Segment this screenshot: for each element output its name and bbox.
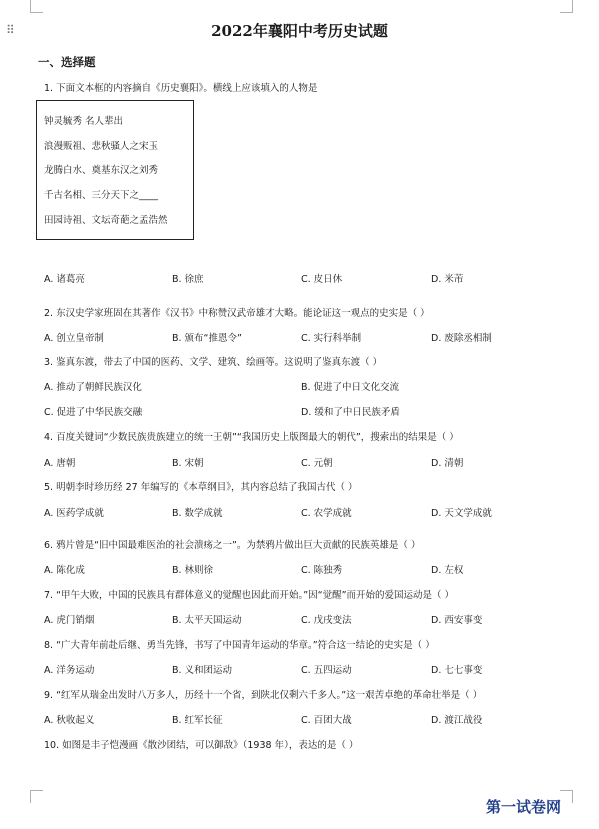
question-7-option-d: D. 西安事变 [431, 615, 483, 626]
text-box-line: 千古名相、三分天下之____ [44, 190, 159, 201]
question-2-text: 2. 东汉史学家班固在其著作《汉书》中称赞汉武帝雄才大略。能论证这一观点的史实是（ ） [44, 308, 430, 319]
question-6-option-c: C. 陈独秀 [301, 565, 343, 576]
question-1-option-b: B. 徐庶 [172, 274, 204, 285]
question-6-option-d: D. 左权 [431, 565, 464, 576]
question-1-option-d: D. 米芾 [431, 274, 464, 285]
question-9-text: 9. “红军从瑞金出发时八万多人，历经十一个省，到陕北仅剩六千多人。”这一艰苦卓绝的革命壮举是（ ） [44, 690, 483, 701]
question-4-text: 4. 百度关键词“少数民族贵族建立的统一王朝”“我国历史上版图最大的朝代”，搜索出的结果是（ ） [44, 432, 459, 443]
question-5-text: 5. 明朝李时珍历经 27 年编写的《本草纲目》，其内容总结了我国古代（ ） [44, 482, 358, 493]
question-7-option-a: A. 虎门销烟 [44, 615, 95, 626]
question-5-option-a: A. 医药学成就 [44, 508, 104, 519]
question-3-option-a: A. 推动了朝鲜民族汉化 [44, 382, 142, 393]
page-title: 2022年襄阳中考历史试题 [211, 22, 388, 40]
question-5-option-d: D. 天文学成就 [431, 508, 492, 519]
corner-mark-top-left [30, 0, 43, 13]
question-2-option-a: A. 创立皇帝制 [44, 333, 104, 344]
text-box-line: 龙腾白水、奠基东汉之刘秀 [44, 165, 159, 176]
question-5-option-c: C. 农学成就 [301, 508, 352, 519]
question-4-option-a: A. 唐朝 [44, 458, 76, 469]
question-9-option-d: D. 渡江战役 [431, 715, 483, 726]
text-box [36, 100, 194, 240]
question-8-option-c: C. 五四运动 [301, 665, 352, 676]
question-7-option-b: B. 太平天国运动 [172, 615, 242, 626]
question-6-option-a: A. 陈化成 [44, 565, 85, 576]
question-3-option-d: D. 缓和了中日民族矛盾 [301, 407, 400, 418]
question-3-option-b: B. 促进了中日文化交流 [301, 382, 400, 393]
question-2-option-b: B. 颁布“推恩令” [172, 333, 242, 344]
text-box-line: 浪漫贩祖、悲秋骚人之宋玉 [44, 141, 159, 152]
question-5-option-b: B. 数学成就 [172, 508, 223, 519]
question-2-option-c: C. 实行科举制 [301, 333, 362, 344]
question-4-option-b: B. 宋朝 [172, 458, 204, 469]
section-heading: 一、选择题 [38, 55, 96, 69]
corner-mark-top-right [560, 0, 573, 13]
question-10-text: 10. 如图是丰子恺漫画《散沙团结，可以御敌》（1938 年），表达的是（ ） [44, 740, 359, 751]
question-1-text: 1. 下面文本框的内容摘自《历史襄阳》。横线上应该填入的人物是 [44, 83, 318, 94]
question-8-option-a: A. 洋务运动 [44, 665, 95, 676]
corner-mark-bottom-left [30, 790, 43, 803]
question-9-option-a: A. 秋收起义 [44, 715, 95, 726]
corner-mark-bottom-right [560, 790, 573, 803]
question-6-option-b: B. 林则徐 [172, 565, 214, 576]
question-9-option-c: C. 百团大战 [301, 715, 352, 726]
watermark-brand: 第一试卷网 [486, 798, 562, 816]
drag-handle-icon[interactable]: ⠿ [6, 23, 14, 37]
question-8-text: 8. “广大青年前赴后继、勇当先锋，书写了中国青年运动的华章。”符合这一结论的史实是（ ） [44, 640, 435, 651]
text-box-line: 钟灵毓秀 名人辈出 [44, 116, 124, 127]
text-box-line: 田园诗祖、文坛奇葩之孟浩然 [44, 215, 168, 226]
question-9-option-b: B. 红军长征 [172, 715, 223, 726]
question-8-option-d: D. 七七事变 [431, 665, 483, 676]
question-7-text: 7. “甲午大败，中国的民族具有群体意义的觉醒也因此而开始。”因“觉醒”而开始的爱国运动是（ ） [44, 590, 455, 601]
question-2-option-d: D. 废除丞相制 [431, 333, 492, 344]
question-7-option-c: C. 戊戌变法 [301, 615, 352, 626]
question-1-option-c: C. 皮日休 [301, 274, 343, 285]
question-4-option-c: C. 元朝 [301, 458, 333, 469]
question-3-text: 3. 鉴真东渡，带去了中国的医药、文学、建筑、绘画等。这说明了鉴真东渡（ ） [44, 357, 383, 368]
question-1-option-a: A. 诸葛亮 [44, 274, 85, 285]
question-6-text: 6. 鸦片曾是“旧中国最难医治的社会溃疡之一”。为禁鸦片做出巨大贡献的民族英雄是（ ） [44, 540, 421, 551]
question-3-option-c: C. 促进了中华民族交融 [44, 407, 143, 418]
question-4-option-d: D. 清朝 [431, 458, 464, 469]
question-8-option-b: B. 义和团运动 [172, 665, 233, 676]
